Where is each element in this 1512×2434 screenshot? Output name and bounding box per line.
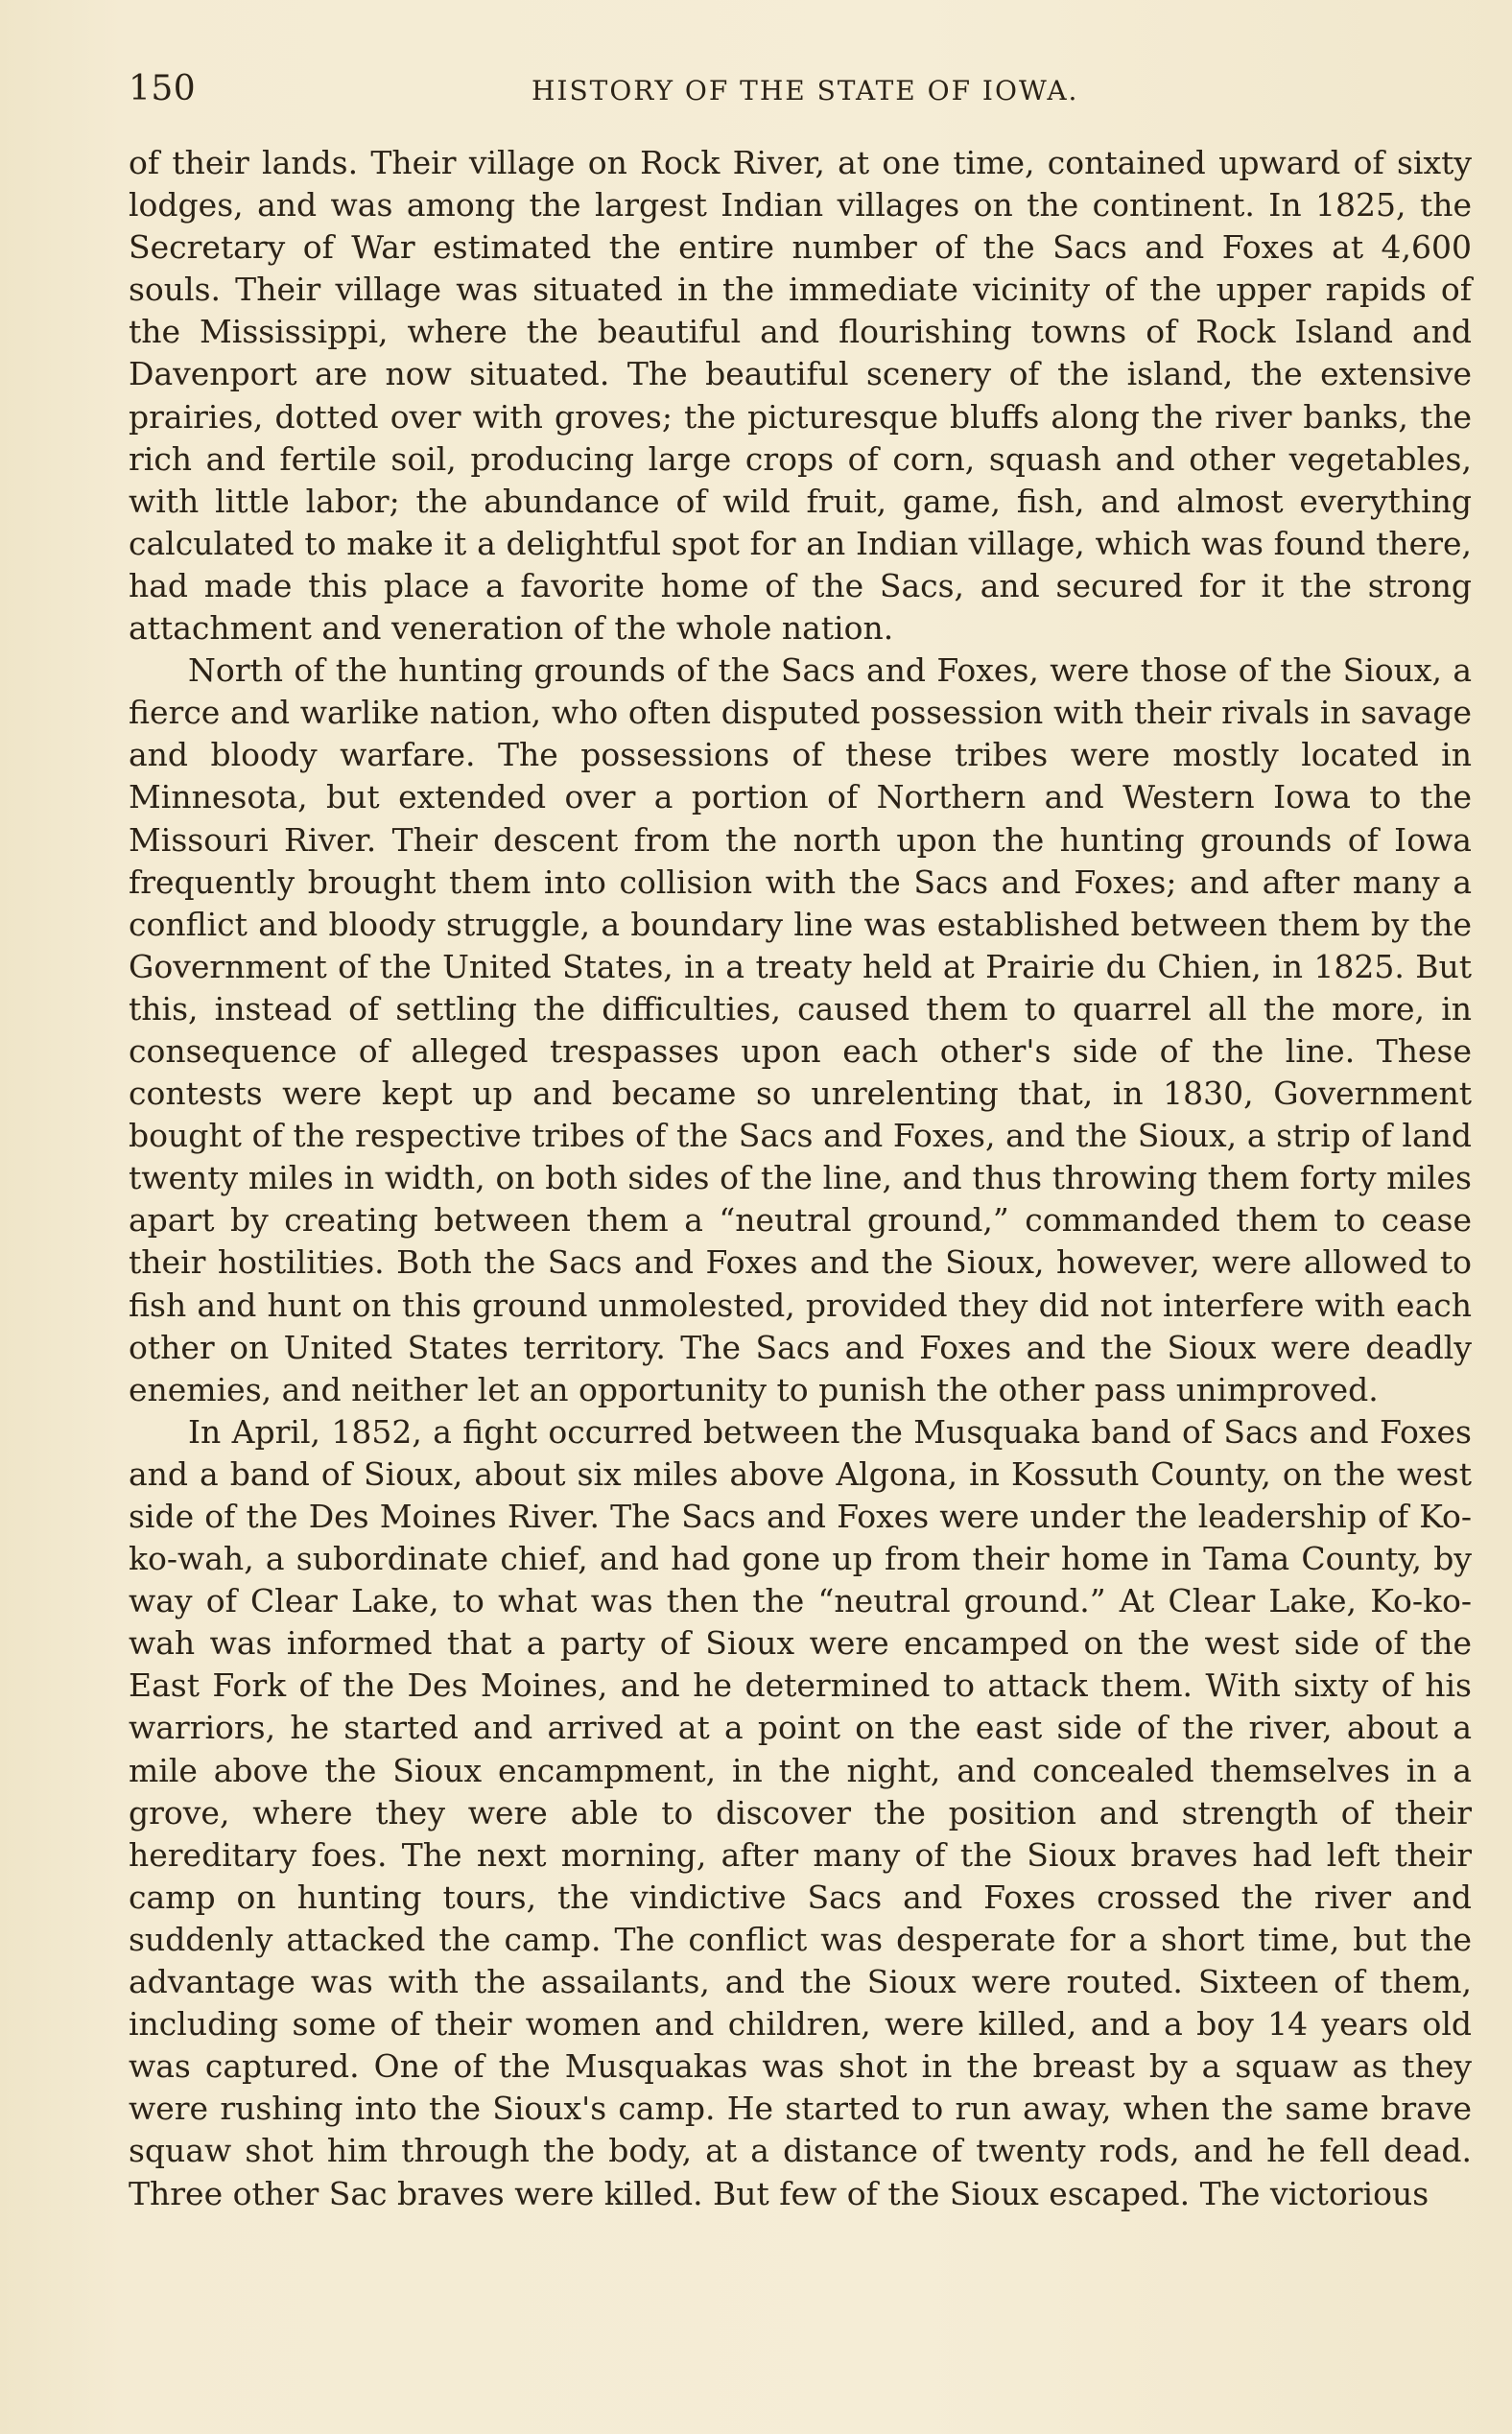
paragraph-fight-1852: In April, 1852, a fight occurred between the Musquaka band of Sacs and Foxes and a band of Sioux, about six miles above Algona, in Kossuth County, on the west side of the Des Moines River. The Sacs and Foxes were under the leadership of Ko-ko-wah, a subordinate chief, and had gone up from their home in Tama County, by way of Clear Lake, to what was then the “neutral ground.” At Clear Lake, Ko-ko-wah was informed that a party of Sioux were encamped on the west side of the East Fork of the Des Moines, and he determined to attack them. With sixty of his warriors, he started and arrived at a point on the east side of the river, about a mile above the Sioux encampment, in the night, and concealed themselves in a grove, where they were able to discover the position and strength of their hereditary foes. The next morning, after many of the Sioux braves had left their camp on hunting tours, the vindictive Sacs and Foxes crossed the river and suddenly attacked the camp. The conflict was desperate for a short time, but the advantage was with the assailants, and the Sioux were routed. Sixteen of them, including some of their women and children, were killed, and a boy 14 years old was captured. One of the Musquakas was shot in the breast by a squaw as they were rushing into the Sioux's camp. He started to run away, when the same brave squaw shot him through the body, at a distance of twenty rods, and he fell dead. Three other Sac braves were killed. But few of the Sioux escaped. The victorious bbox=[129, 1412, 1472, 2212]
body-text bbox=[129, 142, 1472, 2215]
running-head: HISTORY OF THE STATE OF IOWA. bbox=[532, 75, 1079, 106]
page-header bbox=[129, 69, 1472, 117]
paragraph-continuation: of their lands. Their village on Rock River, at one time, contained upward of sixty lodges, and was among the largest Indian villages on the continent. In 1825, the Secretary of War estimated the entire number of the Sacs and Foxes at 4,600 souls. Their village was situated in the immediate vicinity of the upper rapids of the Mississippi, where the beautiful and flourishing towns of Rock Island and Davenport are now situated. The beautiful scenery of the island, the extensive prairies, dotted over with groves; the picturesque bluffs along the river banks, the rich and fertile soil, producing large crops of corn, squash and other vegetables, with little labor; the abundance of wild fruit, game, fish, and almost everything calculated to make it a delightful spot for an Indian village, which was found there, had made this place a favorite home of the Sacs, and secured for it the strong attachment and veneration of the whole nation. bbox=[129, 144, 1472, 648]
page-number: 150 bbox=[129, 69, 197, 108]
paragraph-sioux: North of the hunting grounds of the Sacs and Foxes, were those of the Sioux, a fierce and warlike nation, who often disputed possession with their rivals in savage and bloody warfare. The possessions of these tribes were mostly located in Minnesota, but extended over a portion of Northern and Western Iowa to the Missouri River. Their descent from the north upon the hunting grounds of Iowa frequently brought them into collision with the Sacs and Foxes; and after many a conflict and bloody struggle, a boundary line was established between them by the Government of the United States, in a treaty held at Prairie du Chien, in 1825. But this, instead of settling the difficulties, caused them to quarrel all the more, in consequence of alleged trespasses upon each other's side of the line. These contests were kept up and became so unrelenting that, in 1830, Government bought of the respective tribes of the Sacs and Foxes, and the Sioux, a strip of land twenty miles in width, on both sides of the line, and thus throwing them forty miles apart by creating between them a “neutral ground,” commanded them to cease their hostilities. Both the Sacs and Foxes and the Sioux, however, were allowed to fish and hunt on this ground unmolested, provided they did not interfere with each other on United States territory. The Sacs and Foxes and the Sioux were deadly enemies, and neither let an opportunity to punish the other pass unimproved. bbox=[129, 651, 1472, 1408]
